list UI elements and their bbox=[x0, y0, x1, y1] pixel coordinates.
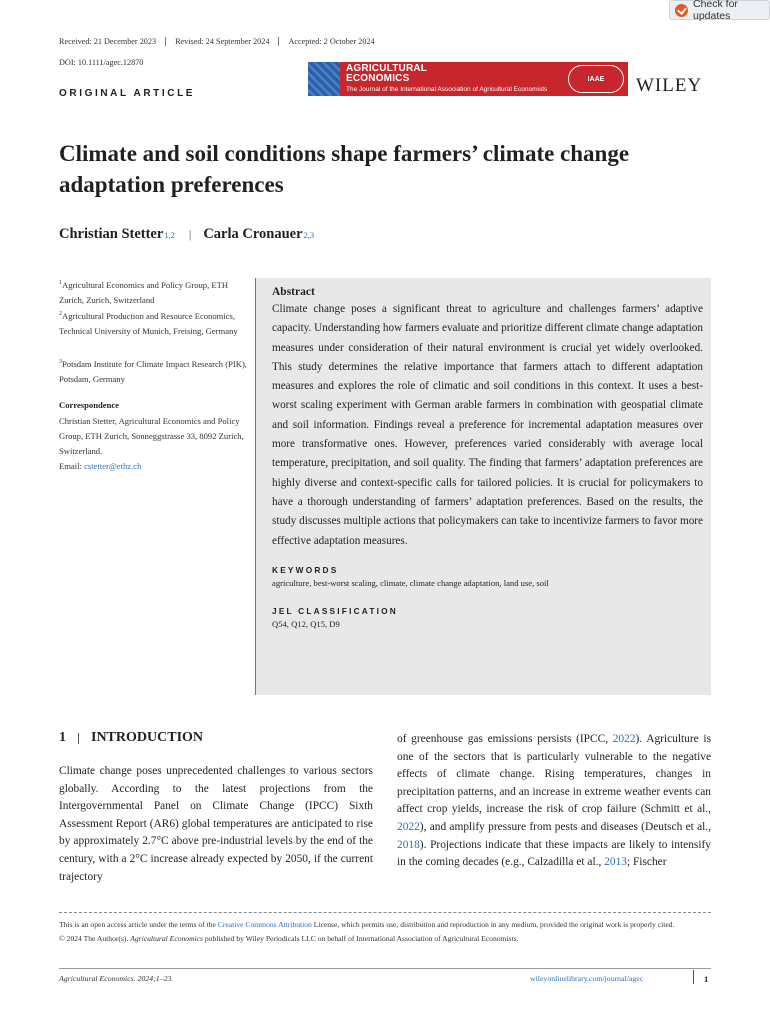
body-column-left: Climate change poses unprecedented challenges to various sectors globally. According to the latest projections from the Intergovernmental Panel on Climate Change (IPCC) Sixth Assessment Report (AR6) global temperatures are anticipated to rise by approximately 2.7°C above pre-industrial levels by the end of the century, with a 2°C increase already expected by 2050, if the current trajectory bbox=[59, 765, 373, 883]
jel-heading: JEL CLASSIFICATION bbox=[272, 605, 398, 616]
affiliation-marker: 3 bbox=[59, 359, 62, 365]
body-text: of greenhouse gas emissions persists (IPCC, bbox=[397, 733, 613, 745]
body-text: ; Fischer bbox=[626, 856, 667, 869]
affiliation-text: Agricultural Production and Resource Economics, Technical University of Munich, Freising, Germany bbox=[59, 310, 238, 336]
affiliation-text: Agricultural Economics and Policy Group, ETH Zurich, Zurich, Switzerland bbox=[59, 279, 229, 305]
journal-banner-logo bbox=[308, 62, 628, 96]
jel-codes: Q54, Q12, Q15, D9 bbox=[272, 618, 340, 629]
author-name[interactable]: Carla Cronauer bbox=[203, 226, 303, 242]
journal-subtitle: The Journal of the International Association of Agricultural Economists bbox=[346, 86, 548, 93]
globe-icon bbox=[308, 62, 340, 96]
check-updates-label: Check for updates bbox=[693, 0, 738, 22]
citation-link[interactable]: 2022 bbox=[397, 820, 420, 833]
citation-link[interactable]: 2018 bbox=[397, 838, 420, 851]
doi: DOI: 10.1111/agec.12870 bbox=[59, 58, 144, 67]
revised-date: Revised: 24 September 2024 bbox=[165, 37, 278, 46]
correspondence-address: Christian Stetter, Agricultural Economics and Policy Group, ETH Zurich, Sonneggstrasse 33, 8092 Zurich, Switzerland. bbox=[59, 416, 244, 456]
body-column-right bbox=[397, 731, 711, 872]
section-title: INTRODUCTION bbox=[91, 730, 204, 745]
footer-journal-url[interactable]: wileyonlinelibrary.com/journal/agec bbox=[530, 974, 644, 983]
abstract-panel bbox=[255, 278, 711, 695]
license-text: License, which permits use, distribution and reproduction in any medium, provided the original work is properly cited. bbox=[311, 920, 675, 929]
accepted-date: Accepted: 2 October 2024 bbox=[278, 37, 383, 46]
citation-link[interactable]: 2013 bbox=[604, 856, 627, 869]
email-link[interactable]: cstetter@ethz.ch bbox=[84, 461, 142, 471]
article-title: Climate and soil conditions shape farmers’ climate change adaptation preferences bbox=[59, 141, 630, 197]
keywords-heading: KEYWORDS bbox=[272, 564, 339, 575]
affiliation bbox=[59, 307, 249, 339]
affiliation bbox=[59, 355, 249, 387]
abstract-text: Climate change poses a significant threat to agriculture and challenges farmers’ adaptive capacity. Understanding how farmers evaluate and prioritize different climate change adaptation measures under consideration of their natural environment is crucial yet widely overlooked. This study determines the relative importance that farmers attach to different adaptation measures and explores the role of climatic and soil conditions in this context. It uses a best-worst scaling experiment with German arable farmers in combination with geospatial climate and soil information. Findings reveal a preference for incremental adaptation measures over more transformative ones. However, preferences varied considerably with average local temperature, precipitation, and soil quality. The finding that farmers’ adaptation preferences are highly diverse and context-specific calls for tailored policies. It is crucial for policymakers to have a thorough understanding of farmers’ adaptation preferences. Based on the results, the study discusses multiple actions that policymakers can take to incentivize farmers to favor more effective adaptation measures. bbox=[272, 303, 703, 547]
copyright-text: © 2024 The Author(s). bbox=[59, 933, 131, 943]
affiliation-marker: 2 bbox=[59, 311, 62, 317]
article-dates bbox=[59, 37, 384, 46]
citation-link[interactable]: 2022 bbox=[612, 733, 636, 745]
author-affiliation-marker[interactable]: 2,3 bbox=[303, 230, 315, 240]
footer-separator bbox=[693, 970, 694, 984]
license-text: This is an open access article under the terms of the bbox=[59, 920, 218, 929]
keywords-list: agriculture, best-worst scaling, climate, climate change adaptation, land use, soil bbox=[272, 577, 549, 588]
check-updates-icon bbox=[675, 4, 688, 17]
body-text: ). Projections indicate that these impacts are likely to intensify in the coming decades (e.g., Calzadilla et al., bbox=[397, 838, 711, 869]
author-name[interactable]: Christian Stetter bbox=[59, 226, 164, 242]
license-link[interactable]: Creative Commons Attribution bbox=[217, 920, 312, 929]
journal-name-line1: AGRICULTURAL bbox=[346, 63, 428, 74]
license-note bbox=[59, 918, 711, 945]
journal-name-line2: ECONOMICS bbox=[346, 73, 410, 84]
footnote-divider bbox=[59, 912, 711, 913]
author-separator: | bbox=[188, 227, 192, 241]
affiliation bbox=[59, 276, 249, 308]
body-text: ), and amplify pressure from pests and diseases (Deutsch et al., bbox=[419, 820, 711, 833]
check-for-updates-button[interactable] bbox=[669, 0, 770, 20]
publisher-logo: WILEY bbox=[636, 75, 703, 96]
correspondence-heading: Correspondence bbox=[59, 400, 119, 410]
author-affiliation-marker[interactable]: 1,2 bbox=[164, 230, 175, 240]
affiliation-marker: 1 bbox=[59, 280, 62, 286]
correspondence-block bbox=[59, 414, 249, 474]
footer-divider bbox=[59, 968, 711, 969]
section-number: 1 bbox=[59, 730, 66, 745]
abstract-heading: Abstract bbox=[272, 286, 315, 298]
copyright-text: published by Wiley Periodicals LLC on behalf of International Association of Agricultural Economists. bbox=[203, 933, 519, 943]
iaae-seal-icon: IAAE bbox=[568, 65, 624, 93]
received-date: Received: 21 December 2023 bbox=[59, 37, 157, 46]
email-label: Email: bbox=[59, 461, 85, 471]
page-number: 1 bbox=[704, 974, 709, 984]
article-type: ORIGINAL ARTICLE bbox=[59, 88, 196, 99]
section-heading bbox=[59, 730, 203, 746]
body-text: ). Agriculture is one of the sectors that is particularly vulnerable to the negative effects of climate change. Rising temperatures, changes in precipitation patterns, and an increase in extreme weather events can affect crop yields, increase the risk of crop failure (Schmitt et al., bbox=[397, 733, 711, 816]
journal-name-italic: Agricultural Economics bbox=[130, 933, 203, 943]
author-list bbox=[59, 226, 314, 243]
section-divider bbox=[78, 733, 79, 744]
affiliation-text: Potsdam Institute for Climate Impact Research (PIK), Potsdam, Germany bbox=[59, 358, 247, 384]
footer-journal-citation: Agricultural Economics. 2024;1–23. bbox=[59, 974, 174, 983]
